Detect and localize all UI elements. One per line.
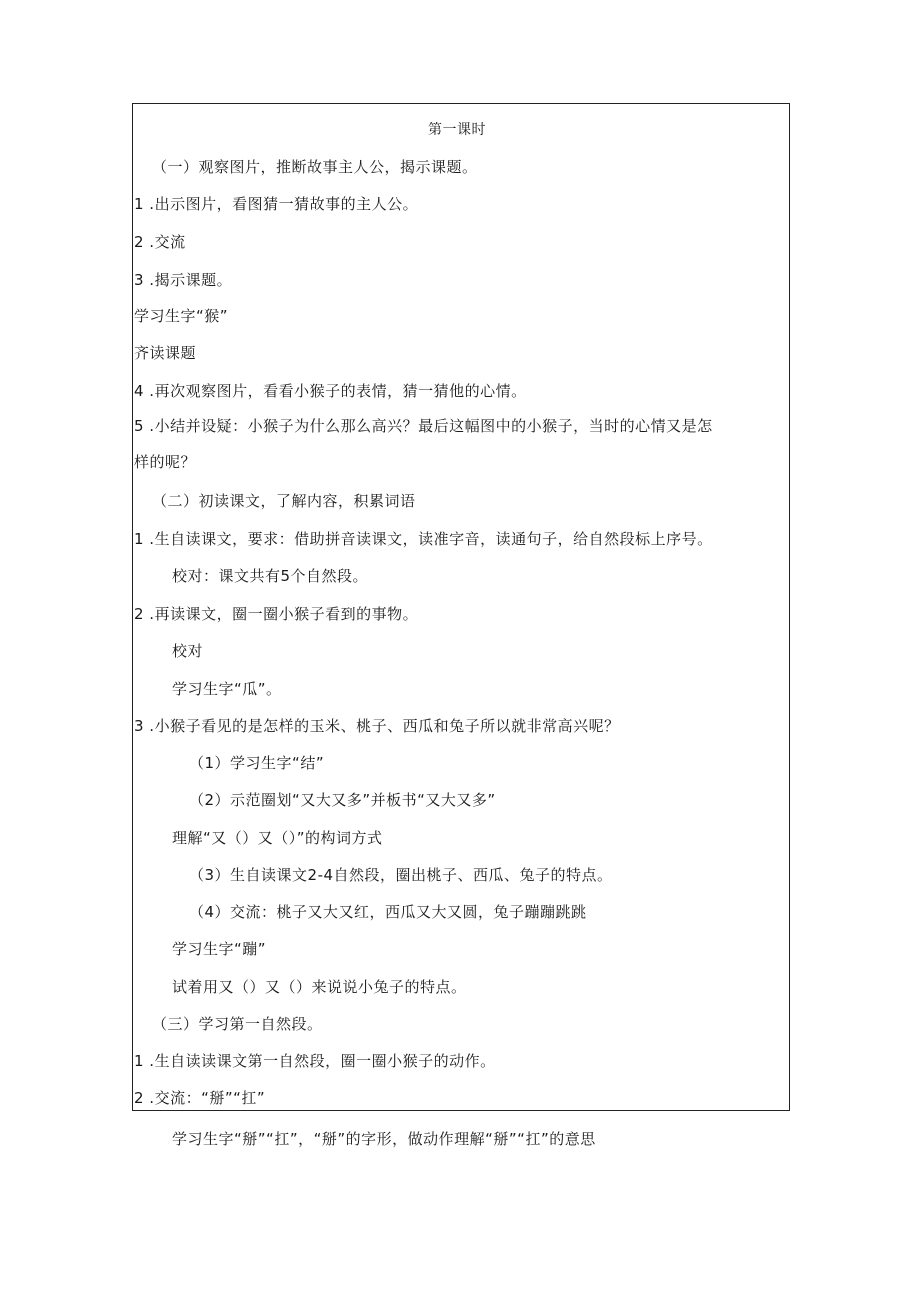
body-line: 学习生字“蹦” — [172, 940, 267, 958]
sub-step-line: （1）学习生字“结” — [189, 754, 325, 772]
footer-line: 学习生字“掰”“扛”，“掰”的字形，做动作理解“掰”“扛”的意思 — [172, 1130, 596, 1148]
step-line: 4 .再次观察图片，看看小猴子的表情，猜一猜他的心情。 — [134, 382, 527, 400]
step-line: 5 .小结并设疑：小猴子为什么那么高兴？最后这幅图中的小猴子，当时的心情又是怎 — [134, 417, 713, 435]
step-line: 2 .交流 — [134, 233, 186, 251]
step-line: 2 .再读课文，圈一圈小猴子看到的事物。 — [134, 605, 419, 623]
section-heading-1: （一）观察图片，推断故事主人公，揭示课题。 — [152, 158, 478, 176]
body-line: 学习生字“瓜”。 — [172, 680, 282, 698]
body-line: 样的呢？ — [134, 453, 197, 471]
step-line: 2 .交流：“掰”“扛” — [134, 1089, 266, 1107]
sub-step-line: （2）示范圈划“又大又多”并板书“又大又多” — [189, 791, 496, 809]
step-line: 1 .生自读课文，要求：借助拼音读课文，读准字音，读通句子，给自然段标上序号。 — [134, 530, 713, 548]
body-line: 学习生字“猴” — [134, 307, 229, 325]
section-heading-3: （三）学习第一自然段。 — [152, 1015, 323, 1033]
body-line: 校对：课文共有5个自然段。 — [172, 567, 369, 585]
section-heading-2: （二）初读课文，了解内容，积累词语 — [152, 492, 416, 510]
body-line: 校对 — [172, 642, 204, 660]
sub-step-line: （4）交流：桃子又大又红，西瓜又大又圆，兔子蹦蹦跳跳 — [189, 903, 587, 921]
step-line: 3 .小猴子看见的是怎样的玉米、桃子、西瓜和兔子所以就非常高兴呢？ — [134, 717, 620, 735]
step-line: 1 .出示图片，看图猜一猜故事的主人公。 — [134, 195, 419, 213]
sub-step-line: （3）生自读课文2-4自然段，圈出桃子、西瓜、兔子的特点。 — [189, 866, 613, 884]
lesson-title: 第一课时 — [428, 122, 486, 138]
body-line: 齐读课题 — [134, 344, 197, 362]
step-line: 1 .生自读读课文第一自然段，圈一圈小猴子的动作。 — [134, 1052, 496, 1070]
body-line: 理解“又（）又（）”的构词方式 — [172, 829, 383, 847]
step-line: 3 .揭示课题。 — [134, 271, 233, 289]
body-line: 试着用又（）又（）来说说小兔子的特点。 — [172, 978, 467, 996]
